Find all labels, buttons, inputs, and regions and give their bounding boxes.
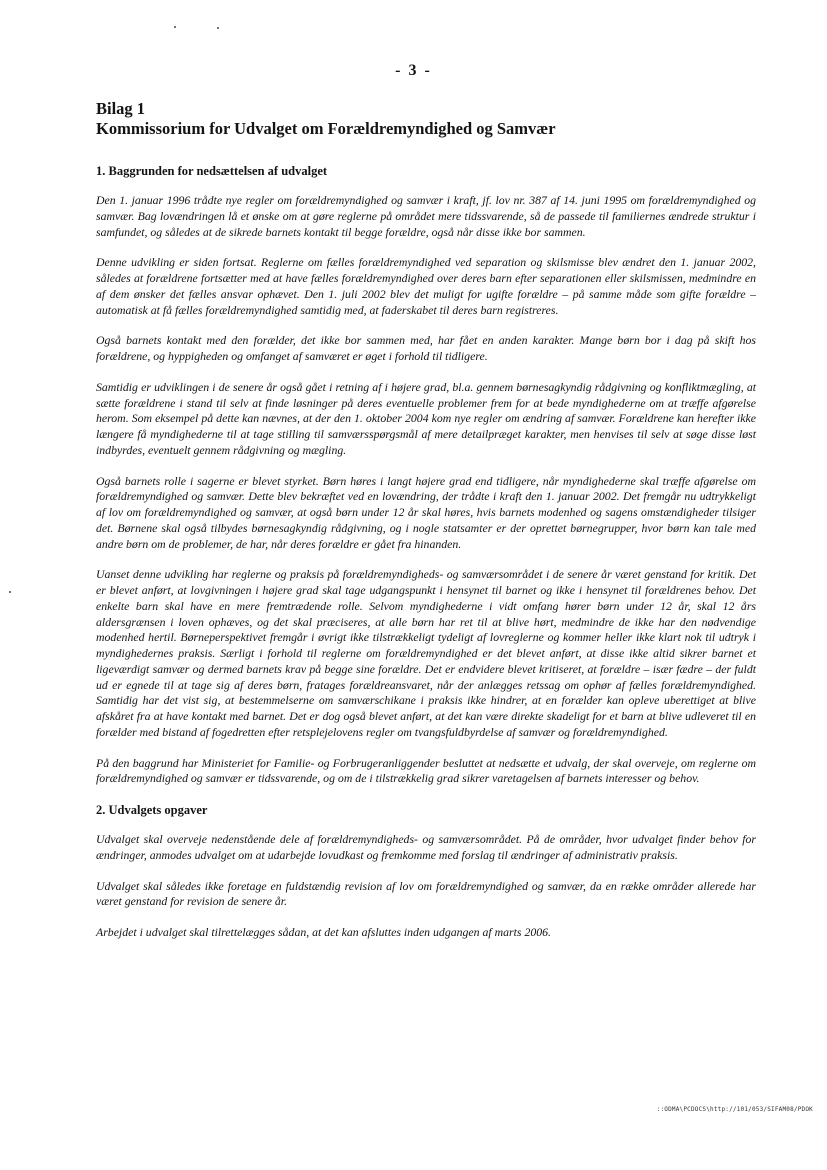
scan-speck: [174, 26, 176, 28]
paragraph: På den baggrund har Ministeriet for Familie- og Forbrugeranliggender besluttet at nedsætte et udvalg, der skal overveje, om reglerne om forældremyndighed og samvær er tidssvarende, og om de i tilstrækkelig grad sikrer varetagelsen af barnets interesser og behov.: [96, 755, 756, 786]
section-heading: 1. Baggrunden for nedsættelsen af udvalget: [96, 164, 328, 178]
appendix-label: Bilag 1: [96, 99, 146, 118]
section-committee-tasks: [96, 802, 756, 941]
paragraph: Også barnets kontakt med den forælder, det ikke bor sammen med, har fået en anden karakter. Mange børn bor i dag på skift hos forældrene, og hyppigheden og omfanget af samværet er øget i forhold til tidligere.: [96, 333, 756, 363]
section-background: [96, 163, 756, 787]
paragraph: Udvalget skal overveje nedenstående dele af forældremyndigheds- og samværsområdet. På de områder, hvor udvalget finder behov for ændringer, anmodes udvalget om at udarbejde lovudkast og fremkomme med forslag til ændringer af administrativ praksis.: [96, 832, 756, 862]
paragraph: Udvalget skal således ikke foretage en fuldstændig revision af lov om forældremyndighed og samvær, da en række områder allerede har været genstand for revision de senere år.: [96, 878, 756, 909]
document-title: Kommissorium for Udvalget om Forældremyndighed og Samvær: [96, 119, 556, 138]
paragraph: Denne udvikling er siden fortsat. Reglerne om fælles forældremyndighed ved separation og skilsmisse blev ændret den 1. januar 2002, således at forældrene fortsætter med at have fælles forældremyndighed over deres barn efter separationen eller skilsmissen, medmindre en af dem ønsker det fælles ansvar ophævet. Den 1. juli 2002 blev det muligt for ugifte forældre – på samme måde som gifte forældre – automatisk at få fælles forældremyndighed samtidig med, at faderskabet til deres barn registreres.: [96, 255, 756, 317]
paragraph: Arbejdet i udvalget skal tilrettelægges sådan, at det kan afsluttes inden udgangen af marts 2006.: [96, 925, 552, 939]
scan-speck: [9, 591, 11, 593]
paragraph: Samtidig er udviklingen i de senere år også gået i retning af i højere grad, bl.a. gennem børnesagkyndig rådgivning og konfliktmægling, at sætte forældrene i stand til selv at finde løsninger på deres eventuelle problemer frem for at bede myndighederne om at træffe afgørelse herom. Som eksempel på dette kan nævnes, at der den 1. oktober 2004 kom nye regler om ændring af samvær. Forældrene kan herefter ikke længere få myndighederne til at tage stilling til samværsspørgsmål af mere detailpræget karakter, men henvises til selv at søge disse løst indbyrdes, eventuelt gennem rådgivning og mægling.: [96, 379, 756, 457]
paragraph: Uanset denne udvikling har reglerne og praksis på forældremyndigheds- og samværsområdet i de senere år været genstand for kritik. Det er blevet anført, at lovgivningen i højere grad skal tage udgangspunkt i hensynet til barnet og ikke i hensynet til forældrenes behov. Det enkelte barn skal have en mere fremtrædende rolle. Selvom myndighederne i vidt omfang hører børn under 12 år, skal 12 års aldersgrænsen i loven ophæves, og det skal præciseres, at alle børn har ret til at blive hørt, medmindre de ikke har den nødvendige modenhed hertil. Børneperspektivet fremgår i øvrigt ikke tilstrækkeligt tydeligt af lovreglerne og kommer heller ikke klart nok til udtryk i myndighedernes praksis. Særligt i forhold til reglerne om forældremyndighed er det blevet anført, at disse ikke altid sikrer barnet et ligeværdigt samvær og dermed barnets krav på begge sine forældre. Det er endvidere blevet kritiseret, at forældre – især fædre – der fuldt ud er egnede til at tage sig af deres børn, fratages forældreansvaret, når der anlægges retssag om ophør af fælles forældremyndighed. Samtidig har det vist sig, at bestemmelserne om samværschikane i praksis ikke hindrer, at en forælder kan opleve uberettiget at blive afskåret fra at have kontakt med barnet. Det er dog også blevet anført, at det kan være direkte skadeligt for et barn at blive udleveret til en forælder med bistand af fogedretten efter retsplejelovens regler om tvangsfuldbyrdelse af samvær og forældremyndighed.: [96, 567, 756, 739]
paragraph: Også barnets rolle i sagerne er blevet styrket. Børn høres i langt højere grad end tidligere, når myndighederne skal træffe afgørelse om forældremyndighed og samvær. Dette blev bekræftet ved en lovændring, der trådte i kraft den 1. januar 2002. Det fremgår nu udtrykkeligt af lov om forældremyndighed og samvær, at også børn under 12 år skal høres, hvis barnets modenhed og sagens omstændigheder tilsiger det. Børnene skal også tilbydes børnesagkyndig rådgivning, og i nogle statsamter er der oprettet børnegrupper, hvor børn kan tale med andre børn om de problemer, de har, når deres forældre er gået fra hinanden.: [96, 473, 756, 551]
document-reference-code: ::ODMA\PCDOCS\http://101/053/SIFAM08/PDOK: [656, 1106, 813, 1113]
document-body: [96, 99, 756, 956]
section-heading: 2. Udvalgets opgaver: [96, 803, 208, 817]
scan-speck: [217, 27, 219, 29]
page-number: - 3 -: [395, 62, 432, 79]
paragraph: Den 1. januar 1996 trådte nye regler om forældremyndighed og samvær i kraft, jf. lov nr. 387 af 14. juni 1995 om forældremyndighed og samvær. Bag lovændringen lå et ønske om at gøre reglerne på området mere tidssvarende, så de passede til familiernes ændrede struktur i samfundet, og således at de sikrede barnets kontakt til begge forældre, også når disse ikke bor sammen.: [96, 193, 756, 239]
